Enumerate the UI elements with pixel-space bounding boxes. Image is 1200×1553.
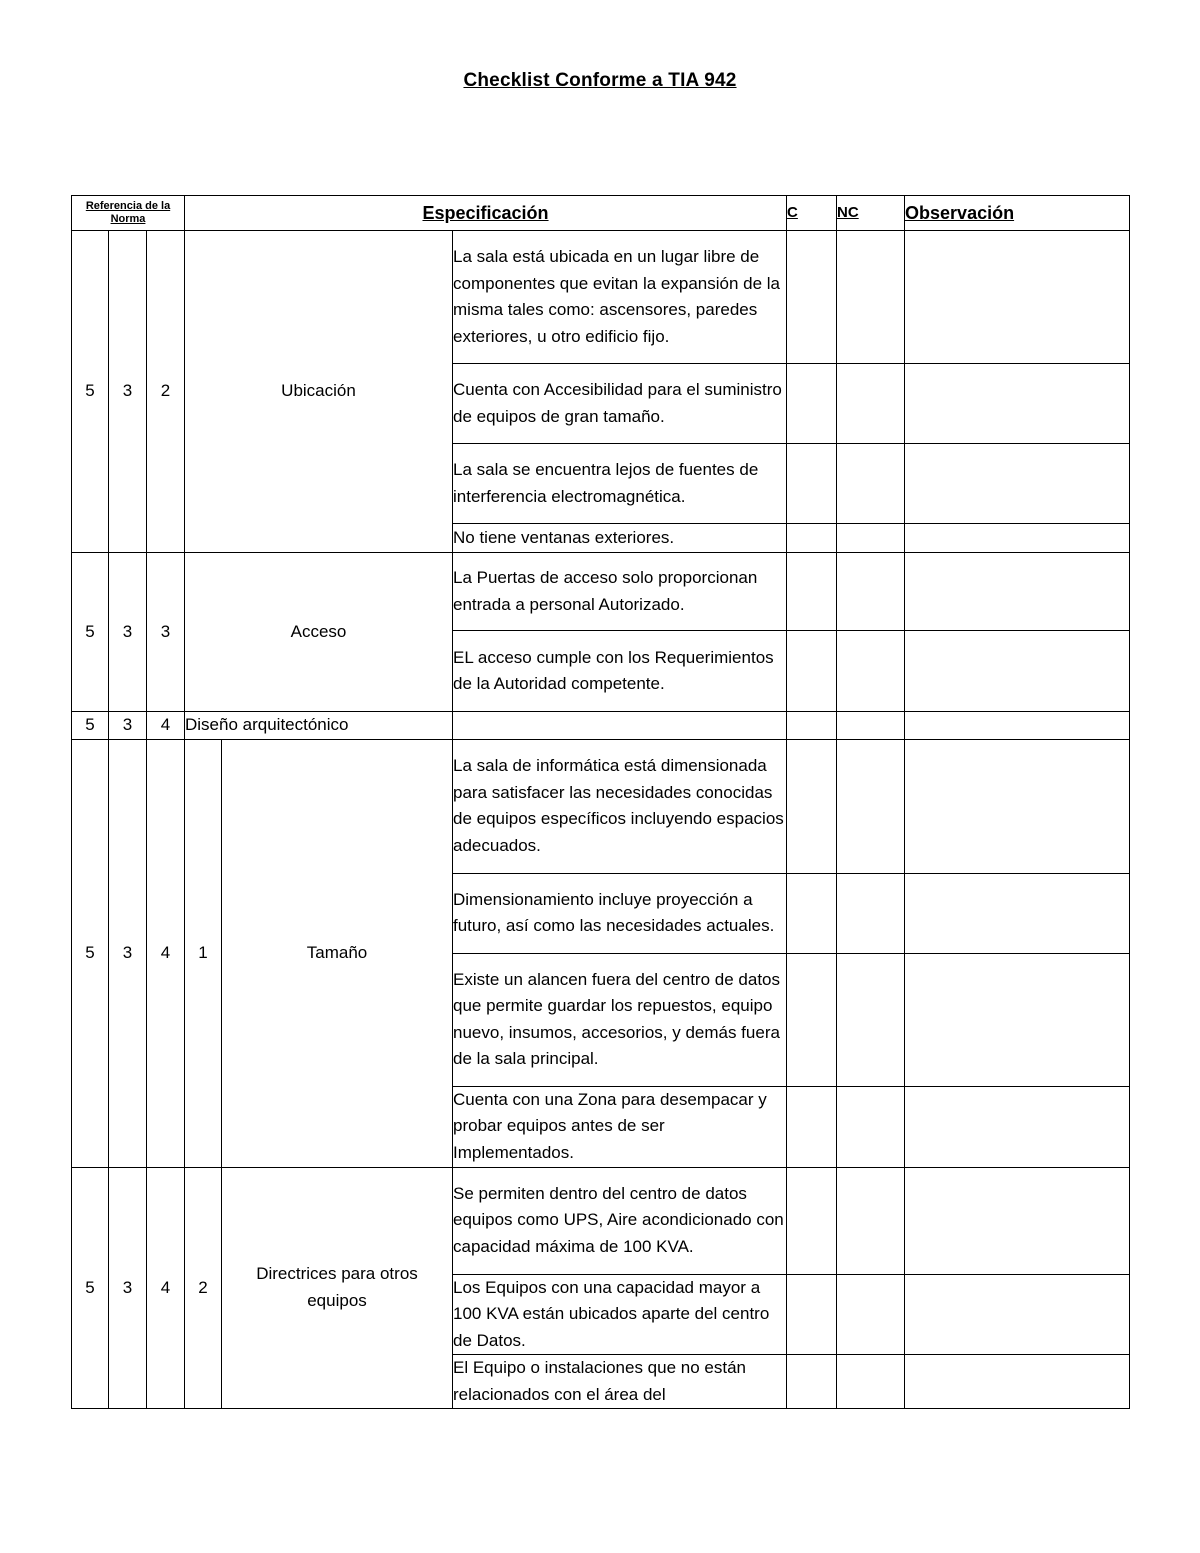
header-ref: Referencia de la Norma bbox=[72, 196, 185, 231]
spec-item: Cuenta con Accesibilidad para el suministro de equipos de gran tamaño. bbox=[453, 364, 787, 444]
check-c-cell[interactable] bbox=[787, 231, 837, 364]
observation-cell[interactable] bbox=[905, 1167, 1130, 1274]
check-nc-cell[interactable] bbox=[837, 953, 905, 1086]
check-c-cell[interactable] bbox=[787, 712, 837, 740]
ref-digit: 3 bbox=[109, 739, 147, 1167]
spec-item: No tiene ventanas exteriores. bbox=[453, 524, 787, 553]
header-observation: Observación bbox=[905, 196, 1130, 231]
check-nc-cell[interactable] bbox=[837, 873, 905, 953]
observation-cell[interactable] bbox=[905, 873, 1130, 953]
header-specification: Especificación bbox=[185, 196, 787, 231]
section-name: Diseño arquitectónico bbox=[185, 712, 453, 740]
check-c-cell[interactable] bbox=[787, 631, 837, 712]
check-nc-cell[interactable] bbox=[837, 1355, 905, 1409]
check-nc-cell[interactable] bbox=[837, 444, 905, 524]
ref-digit: 3 bbox=[109, 231, 147, 553]
table-row bbox=[72, 1167, 1130, 1274]
check-c-cell[interactable] bbox=[787, 1167, 837, 1274]
section-name: Ubicación bbox=[185, 231, 453, 553]
ref-digit: 4 bbox=[147, 712, 185, 740]
observation-cell[interactable] bbox=[905, 553, 1130, 631]
check-c-cell[interactable] bbox=[787, 739, 837, 873]
check-c-cell[interactable] bbox=[787, 524, 837, 553]
ref-digit: 1 bbox=[185, 739, 222, 1167]
section-name: Acceso bbox=[185, 553, 453, 712]
check-nc-cell[interactable] bbox=[837, 1086, 905, 1167]
check-c-cell[interactable] bbox=[787, 553, 837, 631]
table-row bbox=[72, 553, 1130, 631]
ref-digit: 5 bbox=[72, 739, 109, 1167]
observation-cell[interactable] bbox=[905, 712, 1130, 740]
check-nc-cell[interactable] bbox=[837, 1274, 905, 1355]
check-nc-cell[interactable] bbox=[837, 524, 905, 553]
ref-digit: 4 bbox=[147, 1167, 185, 1409]
ref-digit: 5 bbox=[72, 1167, 109, 1409]
header-c: C bbox=[787, 196, 837, 231]
spec-item: El Equipo o instalaciones que no están relacionados con el área del bbox=[453, 1355, 787, 1409]
check-nc-cell[interactable] bbox=[837, 553, 905, 631]
section-name: Tamaño bbox=[222, 739, 453, 1167]
observation-cell[interactable] bbox=[905, 953, 1130, 1086]
check-c-cell[interactable] bbox=[787, 1086, 837, 1167]
observation-cell[interactable] bbox=[905, 1355, 1130, 1409]
check-c-cell[interactable] bbox=[787, 953, 837, 1086]
spec-item bbox=[453, 712, 787, 740]
check-c-cell[interactable] bbox=[787, 1274, 837, 1355]
observation-cell[interactable] bbox=[905, 444, 1130, 524]
check-c-cell[interactable] bbox=[787, 444, 837, 524]
table-header-row bbox=[72, 196, 1130, 231]
check-nc-cell[interactable] bbox=[837, 231, 905, 364]
check-nc-cell[interactable] bbox=[837, 364, 905, 444]
check-nc-cell[interactable] bbox=[837, 631, 905, 712]
table-row bbox=[72, 712, 1130, 740]
ref-digit: 5 bbox=[72, 553, 109, 712]
spec-item: Se permiten dentro del centro de datos equipos como UPS, Aire acondicionado con capacidad máxima de 100 KVA. bbox=[453, 1167, 787, 1274]
observation-cell[interactable] bbox=[905, 739, 1130, 873]
spec-item: La sala se encuentra lejos de fuentes de interferencia electromagnética. bbox=[453, 444, 787, 524]
spec-item: Existe un alancen fuera del centro de datos que permite guardar los repuestos, equipo nuevo, insumos, accesorios, y demás fuera de la sala principal. bbox=[453, 953, 787, 1086]
observation-cell[interactable] bbox=[905, 524, 1130, 553]
spec-item: Cuenta con una Zona para desempacar y probar equipos antes de ser Implementados. bbox=[453, 1086, 787, 1167]
ref-digit: 3 bbox=[147, 553, 185, 712]
spec-item: EL acceso cumple con los Requerimientos de la Autoridad competente. bbox=[453, 631, 787, 712]
ref-digit: 3 bbox=[109, 1167, 147, 1409]
check-c-cell[interactable] bbox=[787, 364, 837, 444]
spec-item: Los Equipos con una capacidad mayor a 100 KVA están ubicados aparte del centro de Datos. bbox=[453, 1274, 787, 1355]
check-c-cell[interactable] bbox=[787, 873, 837, 953]
check-nc-cell[interactable] bbox=[837, 712, 905, 740]
observation-cell[interactable] bbox=[905, 231, 1130, 364]
observation-cell[interactable] bbox=[905, 1274, 1130, 1355]
ref-digit: 5 bbox=[72, 712, 109, 740]
table-row bbox=[72, 231, 1130, 364]
header-nc: NC bbox=[837, 196, 905, 231]
ref-digit: 3 bbox=[109, 712, 147, 740]
ref-digit: 4 bbox=[147, 739, 185, 1167]
observation-cell[interactable] bbox=[905, 364, 1130, 444]
observation-cell[interactable] bbox=[905, 631, 1130, 712]
ref-digit: 2 bbox=[185, 1167, 222, 1409]
document-title: Checklist Conforme a TIA 942 bbox=[463, 70, 737, 91]
ref-digit: 5 bbox=[72, 231, 109, 553]
check-c-cell[interactable] bbox=[787, 1355, 837, 1409]
table-row bbox=[72, 739, 1130, 873]
checklist-table bbox=[71, 195, 1130, 1409]
spec-item: La sala está ubicada en un lugar libre de componentes que evitan la expansión de la misma tales como: ascensores, paredes exteriores, u otro edificio fijo. bbox=[453, 231, 787, 364]
ref-digit: 2 bbox=[147, 231, 185, 553]
check-nc-cell[interactable] bbox=[837, 1167, 905, 1274]
observation-cell[interactable] bbox=[905, 1086, 1130, 1167]
check-nc-cell[interactable] bbox=[837, 739, 905, 873]
spec-item: Dimensionamiento incluye proyección a futuro, así como las necesidades actuales. bbox=[453, 873, 787, 953]
section-name: Directrices para otros equipos bbox=[222, 1167, 453, 1409]
spec-item: La Puertas de acceso solo proporcionan entrada a personal Autorizado. bbox=[453, 553, 787, 631]
ref-digit: 3 bbox=[109, 553, 147, 712]
spec-item: La sala de informática está dimensionada para satisfacer las necesidades conocidas de equipos específicos incluyendo espacios adecuados. bbox=[453, 739, 787, 873]
